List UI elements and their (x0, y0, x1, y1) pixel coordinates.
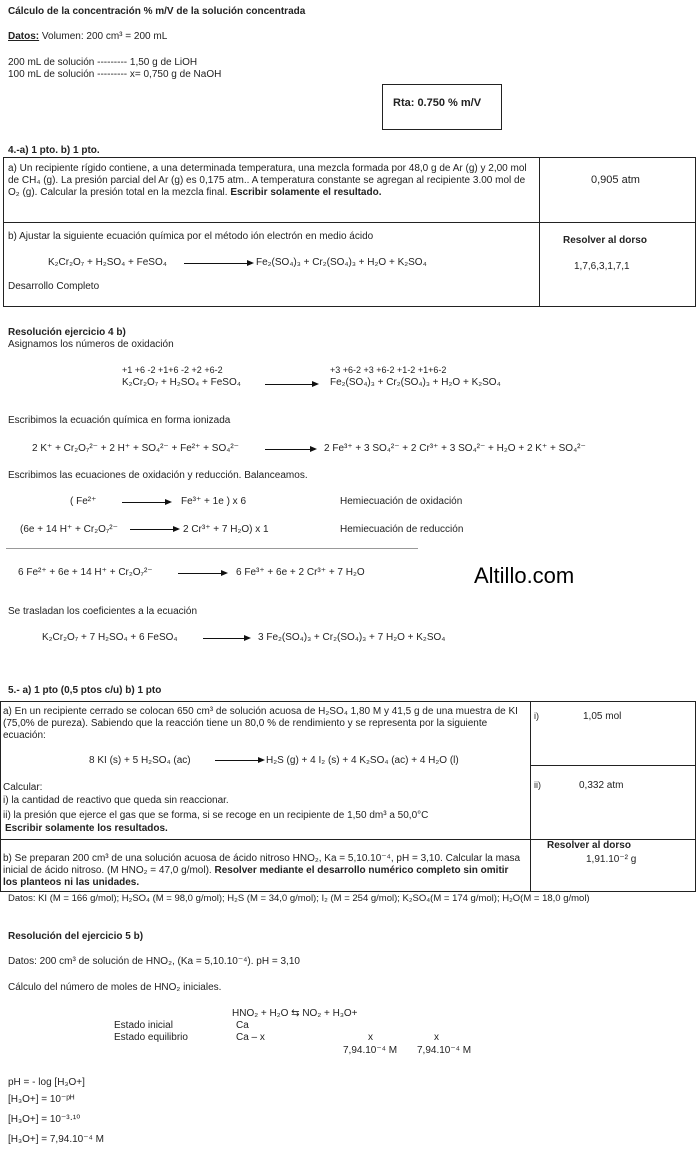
sum-divider (6, 548, 418, 549)
q5-i-label: i) (534, 711, 539, 721)
q4b-answer: 1,7,6,3,1,7,1 (574, 261, 630, 272)
q5-calc-instruction: Escribir solamente los resultados. (5, 823, 168, 834)
reaction-arrow (122, 502, 170, 503)
reaction-arrow (203, 638, 249, 639)
final-eq-left: K₂Cr₂O₇ + 7 H₂SO₄ + 6 FeSO₄ (42, 632, 178, 643)
estado-equilibrio-label: Estado equilibrio (114, 1032, 188, 1043)
q4b-development: Desarrollo Completo (8, 281, 100, 292)
q4b-text: b) Ajustar la siguiente ecuación química por el método ión electrón en medio ácido (8, 231, 374, 242)
q4-divider (539, 158, 540, 306)
ph-step-3: [H₃O+] = 10⁻³·¹⁰ (8, 1114, 81, 1125)
x-h3o: x (434, 1032, 439, 1043)
reaction-arrow (184, 263, 252, 264)
datos-text: Volumen: 200 cm³ = 200 mL (41, 31, 168, 42)
datos-label: Datos: (8, 31, 40, 42)
res5-title: Resolución del ejercicio 5 b) (8, 931, 144, 942)
estado-inicial-label: Estado inicial (114, 1020, 173, 1031)
reaction-arrow (178, 573, 226, 574)
q4a-statement: a) Un recipiente rígido contiene, a una determinada temperatura, una mezcla formada por 48,0 g de Ar (g) y 2,00 mol de CH₄ (g). La presión parcial del Ar (g) es 0,175 atm.. A temperatura constante se agregan al recipiente 3.00 mol de O₂ (g). Calcular la presión total en la mezcla final. (8, 163, 527, 198)
q5-heading: 5.- a) 1 pto (0,5 ptos c/u) b) 1 pto (8, 685, 162, 696)
res4-assign: Asignamos los números de oxidación (8, 339, 174, 350)
red-half-label: Hemiecuación de reducción (340, 524, 464, 535)
reaction-arrow (130, 529, 178, 530)
watermark: Altillo.com (474, 563, 575, 588)
solution-line-1: 200 mL de solución --------- 1,50 g de LiOH (8, 57, 198, 68)
q5b-answer: 1,91.10⁻² g (586, 854, 637, 865)
res4-ox-numbers-right: +3 +6-2 +3 +6-2 +1-2 +1+6-2 (330, 365, 447, 375)
q4-row-divider (4, 222, 695, 223)
reaction-arrow (215, 760, 263, 761)
q5-calc-ii: ii) la presión que ejerce el gas que se forma, si se recoge en un recipiente de 1,50 dm³ a 50,0°C (3, 810, 429, 821)
q4b-answer-title: Resolver al dorso (563, 235, 647, 246)
q4a-instruction: Escribir solamente el resultado. (230, 187, 382, 198)
res4-ionized-intro: Escribimos la ecuación química en forma ionizada (8, 415, 231, 426)
answer-text: Rta: 0.750 % m/V (393, 97, 482, 109)
q5b-statement: b) Se preparan 200 cm³ de una solución acuosa de ácido nitroso HNO₂, Ka = 5,10.10⁻⁴, pH = 3,10. Calcular la masa inicial de ácido nitroso. (M HNO₂ = 47,0 g/mol). (3, 853, 521, 876)
sum-eq-left: 6 Fe²⁺ + 6e + 14 H⁺ + Cr₂O₇²⁻ (18, 567, 153, 578)
res4-title: Resolución ejercicio 4 b) (8, 327, 126, 338)
ph-step-1: pH = - log [H₃O+] (8, 1077, 85, 1088)
q5b-answer-title: Resolver al dorso (547, 840, 631, 851)
estado-inicial-value: Ca (236, 1020, 249, 1031)
res4-ion-left: 2 K⁺ + Cr₂O₇²⁻ + 2 H⁺ + SO₄²⁻ + Fe²⁺ + SO₄²⁻ (32, 443, 239, 454)
q5a-text: a) En un recipiente cerrado se colocan 650 cm³ de solución acuosa de H₂SO₄ 1,80 M y 41,5 g de una muestra de KI (75,0% de pureza). Sabiendo que la reacción tiene un 80,0 % de rendimiento y se representa por la siguiente ecuación: (3, 706, 518, 741)
q5b-instruction: Resolver mediante el desarrollo numérico completo sin omitir los planteos ni las unidades. (3, 865, 509, 888)
estado-equilibrio-value: Ca – x (236, 1032, 265, 1043)
q5b-text (3, 853, 523, 889)
value-h3o: 7,94.10⁻⁴ M (417, 1045, 472, 1056)
q5-ii-answer: 0,332 atm (579, 780, 624, 791)
res5-datos: Datos: 200 cm³ de solución de HNO₂, (Ka = 5,10.10⁻⁴). pH = 3,10 (8, 956, 300, 967)
q5-table (0, 701, 696, 892)
q4a-text (8, 163, 533, 199)
page-title: Cálculo de la concentración % m/V de la solución concentrada (8, 6, 306, 17)
q5a-eq-right: H₂S (g) + 4 I₂ (s) + 4 K₂SO₄ (ac) + 4 H₂O (l) (266, 755, 459, 766)
q5-calc: Calcular: (3, 782, 43, 793)
ox-half-left: ( Fe²⁺ (70, 496, 97, 507)
q5-i-answer: 1,05 mol (583, 711, 622, 722)
res5-moles: Cálculo del número de moles de HNO₂ iniciales. (8, 982, 222, 993)
value-no2: 7,94.10⁻⁴ M (343, 1045, 398, 1056)
ph-step-2: [H₃O+] = 10⁻ᵖᴴ (8, 1094, 75, 1105)
res4-redox-intro: Escribimos las ecuaciones de oxidación y reducción. Balanceamos. (8, 470, 308, 481)
q4b-eq-left: K₂Cr₂O₇ + H₂SO₄ + FeSO₄ (48, 257, 167, 268)
res4-ion-right: 2 Fe³⁺ + 3 SO₄²⁻ + 2 Cr³⁺ + 3 SO₄²⁻ + H₂O + 2 K⁺ + SO₄²⁻ (324, 443, 586, 454)
q5-calc-i: i) la cantidad de reactivo que queda sin reaccionar. (3, 795, 229, 806)
answer-box (382, 84, 502, 130)
q5-datos: Datos: KI (M = 166 g/mol); H₂SO₄ (M = 98,0 g/mol); H₂S (M = 34,0 g/mol); I₂ (M = 254 g/mol); K₂SO₄(M = 174 g/mol); H₂O(M = 18,0 g/mol) (8, 893, 590, 904)
red-half-left: (6e + 14 H⁺ + Cr₂O₇²⁻ (20, 524, 118, 535)
reaction-arrow (265, 384, 317, 385)
q5-ii-label: ii) (534, 780, 541, 790)
ox-half-label: Hemiecuación de oxidación (340, 496, 463, 507)
res4-ox-numbers-left: +1 +6 -2 +1+6 -2 +2 +6-2 (122, 365, 223, 375)
x-no2: x (368, 1032, 373, 1043)
ph-step-4: [H₃O+] = 7,94.10⁻⁴ M (8, 1134, 104, 1145)
q4b-eq-right: Fe₂(SO₄)₃ + Cr₂(SO₄)₃ + H₂O + K₂SO₄ (256, 257, 427, 268)
q4-table (3, 157, 696, 307)
sum-eq-right: 6 Fe³⁺ + 6e + 2 Cr³⁺ + 7 H₂O (236, 567, 365, 578)
q5-divider (530, 702, 531, 891)
res4-transfer: Se trasladan los coeficientes a la ecuación (8, 606, 198, 617)
res4-eq-right: Fe₂(SO₄)₃ + Cr₂(SO₄)₃ + H₂O + K₂SO₄ (330, 377, 501, 388)
q4-heading: 4.-a) 1 pto. b) 1 pto. (8, 145, 100, 156)
res4-eq-left: K₂Cr₂O₇ + H₂SO₄ + FeSO₄ (122, 377, 241, 388)
q4a-answer: 0,905 atm (591, 174, 640, 186)
ox-half-right: Fe³⁺ + 1e ) x 6 (181, 496, 247, 507)
red-half-right: 2 Cr³⁺ + 7 H₂O) x 1 (183, 524, 269, 535)
res5-eq-header: HNO₂ + H₂O ⇆ NO₂ + H₃O+ (232, 1008, 358, 1019)
q5a-eq-left: 8 KI (s) + 5 H₂SO₄ (ac) (89, 755, 191, 766)
q5-answer-divider-1 (530, 765, 696, 766)
solution-line-2: 100 mL de solución --------- x= 0,750 g de NaOH (8, 69, 222, 80)
final-eq-right: 3 Fe₂(SO₄)₃ + Cr₂(SO₄)₃ + 7 H₂O + K₂SO₄ (258, 632, 446, 643)
datos-line (8, 31, 167, 42)
reaction-arrow (265, 449, 315, 450)
